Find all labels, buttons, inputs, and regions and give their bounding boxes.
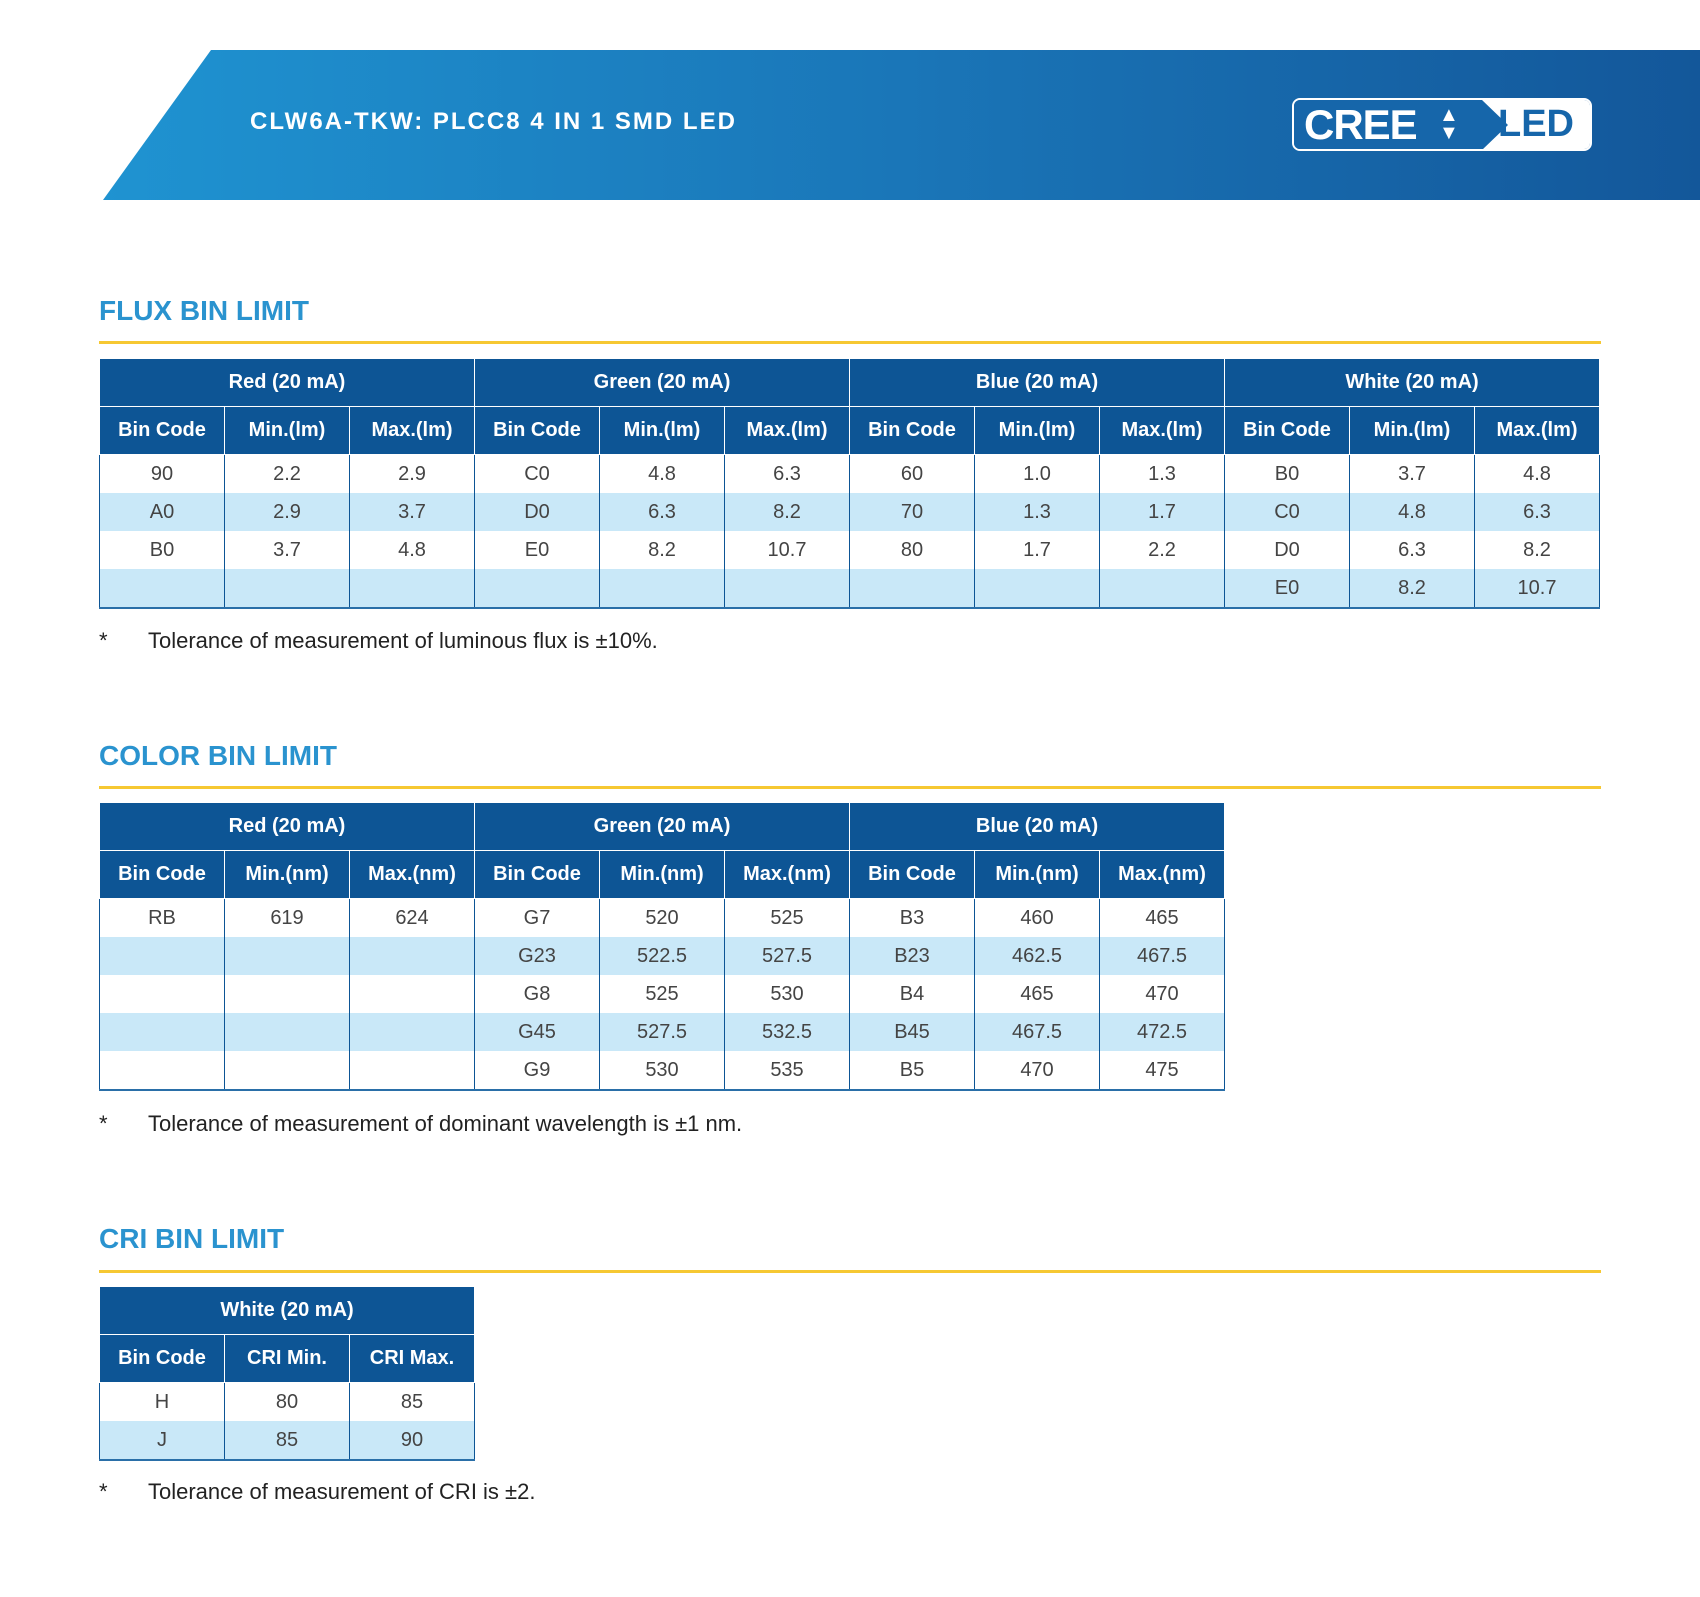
table-cell: 8.2 <box>600 531 725 569</box>
column-header: Max.(lm) <box>725 407 850 455</box>
table-row <box>100 1051 1225 1090</box>
tolerance-note <box>99 1111 742 1137</box>
table-cell: 60 <box>850 455 975 494</box>
table-cell: 4.8 <box>1475 455 1600 494</box>
column-header: Min.(lm) <box>225 407 350 455</box>
document-title: CLW6A-TKW: PLCC8 4 IN 1 SMD LED <box>250 108 737 135</box>
column-header: Bin Code <box>850 851 975 899</box>
table-cell: 465 <box>975 975 1100 1013</box>
table-cell: C0 <box>1225 493 1350 531</box>
table-cell <box>100 975 225 1013</box>
table-cell: 3.7 <box>1350 455 1475 494</box>
table-cell: 2.9 <box>350 455 475 494</box>
table-cell: 535 <box>725 1051 850 1090</box>
table-cell: 1.7 <box>975 531 1100 569</box>
table-cell: 530 <box>725 975 850 1013</box>
column-header: Min.(nm) <box>975 851 1100 899</box>
table-cell: 90 <box>350 1421 475 1460</box>
table-row <box>100 975 1225 1013</box>
table-cell: 3.7 <box>350 493 475 531</box>
table-cell: 1.0 <box>975 455 1100 494</box>
column-header: CRI Min. <box>225 1335 350 1383</box>
table-cell: 3.7 <box>225 531 350 569</box>
column-header: Max.(nm) <box>350 851 475 899</box>
cree-led-logo <box>1292 98 1592 151</box>
table-cell <box>350 569 475 608</box>
table-cell: 10.7 <box>1475 569 1600 608</box>
table-cell: G8 <box>475 975 600 1013</box>
column-header: Max.(nm) <box>725 851 850 899</box>
flux-bin-limit-heading: FLUX BIN LIMIT <box>99 295 309 326</box>
group-header: White (20 mA) <box>100 1287 475 1335</box>
logo-cree-text: CREE <box>1304 101 1417 148</box>
table-cell: 527.5 <box>725 937 850 975</box>
table-cell: 8.2 <box>1475 531 1600 569</box>
table-row <box>100 937 1225 975</box>
table-cell: 6.3 <box>725 455 850 494</box>
table-cell <box>725 569 850 608</box>
table-row <box>100 899 1225 938</box>
table-cell: 4.8 <box>350 531 475 569</box>
table-cell: 1.3 <box>1100 455 1225 494</box>
table-cell: 80 <box>850 531 975 569</box>
logo-led-text: LED <box>1482 100 1590 149</box>
table-cell: 2.2 <box>1100 531 1225 569</box>
table-cell: 1.3 <box>975 493 1100 531</box>
table-cell <box>100 1013 225 1051</box>
table-cell <box>100 1051 225 1090</box>
column-header: Min.(lm) <box>600 407 725 455</box>
note-marker: * <box>99 1479 108 1504</box>
table-cell: 85 <box>225 1421 350 1460</box>
table-cell <box>350 1013 475 1051</box>
group-header: Green (20 mA) <box>475 359 850 407</box>
column-header: Max.(lm) <box>1100 407 1225 455</box>
table-cell <box>850 569 975 608</box>
table-cell: 525 <box>600 975 725 1013</box>
cri-bin-limit-heading: CRI BIN LIMIT <box>99 1223 285 1254</box>
group-header: Green (20 mA) <box>475 803 850 851</box>
column-header: Min.(nm) <box>600 851 725 899</box>
table-cell: 2.9 <box>225 493 350 531</box>
group-header: White (20 mA) <box>1225 359 1600 407</box>
table-cell: D0 <box>1225 531 1350 569</box>
note-marker: * <box>99 628 108 653</box>
table-cell <box>225 1013 350 1051</box>
table-cell: B45 <box>850 1013 975 1051</box>
table-row <box>100 493 1600 531</box>
table-cell: 624 <box>350 899 475 938</box>
note-marker: * <box>99 1111 108 1136</box>
table-cell: G9 <box>475 1051 600 1090</box>
table-cell: B3 <box>850 899 975 938</box>
table-cell: 8.2 <box>725 493 850 531</box>
tolerance-note <box>99 628 658 654</box>
table-cell: B23 <box>850 937 975 975</box>
column-header: Bin Code <box>850 407 975 455</box>
group-header: Red (20 mA) <box>100 803 475 851</box>
table-row <box>100 1383 475 1422</box>
table-row <box>100 455 1600 494</box>
group-header: Red (20 mA) <box>100 359 475 407</box>
table-cell: H <box>100 1383 225 1422</box>
table-cell <box>225 569 350 608</box>
note-text: Tolerance of measurement of dominant wavelength is ±1 nm. <box>148 1111 743 1136</box>
column-header: Bin Code <box>475 851 600 899</box>
table-cell: 2.2 <box>225 455 350 494</box>
table-cell: 85 <box>350 1383 475 1422</box>
table-cell: 532.5 <box>725 1013 850 1051</box>
table-cell: B0 <box>1225 455 1350 494</box>
section-divider <box>99 341 1601 344</box>
table-cell: 527.5 <box>600 1013 725 1051</box>
table-row <box>100 569 1600 608</box>
table-cell: 10.7 <box>725 531 850 569</box>
table-cell: 472.5 <box>1100 1013 1225 1051</box>
table-cell <box>350 975 475 1013</box>
table-cell <box>100 569 225 608</box>
table-cell: E0 <box>475 531 600 569</box>
table-cell <box>1100 569 1225 608</box>
table-cell: 6.3 <box>1350 531 1475 569</box>
table-cell: 520 <box>600 899 725 938</box>
color-bin-table <box>99 803 1225 1091</box>
table-row <box>100 531 1600 569</box>
table-cell: 70 <box>850 493 975 531</box>
table-cell: B0 <box>100 531 225 569</box>
table-cell <box>350 1051 475 1090</box>
table-cell: 6.3 <box>1475 493 1600 531</box>
table-cell: J <box>100 1421 225 1460</box>
note-text: Tolerance of measurement of luminous flux is ±10%. <box>148 628 658 653</box>
color-bin-limit-heading: COLOR BIN LIMIT <box>99 740 337 771</box>
table-cell: 90 <box>100 455 225 494</box>
column-header: Bin Code <box>475 407 600 455</box>
table-cell <box>225 975 350 1013</box>
table-cell: 80 <box>225 1383 350 1422</box>
table-cell <box>225 1051 350 1090</box>
table-cell: 525 <box>725 899 850 938</box>
table-cell: 467.5 <box>1100 937 1225 975</box>
column-header: Min.(nm) <box>225 851 350 899</box>
table-cell: 6.3 <box>600 493 725 531</box>
table-cell: 522.5 <box>600 937 725 975</box>
logo-arrows-icon: ▲ ▼ <box>1439 104 1458 144</box>
column-header: Max.(lm) <box>350 407 475 455</box>
table-cell: D0 <box>475 493 600 531</box>
note-text: Tolerance of measurement of CRI is ±2. <box>148 1479 536 1504</box>
table-row <box>100 1013 1225 1051</box>
column-header: Bin Code <box>100 851 225 899</box>
table-cell: 465 <box>1100 899 1225 938</box>
group-header: Blue (20 mA) <box>850 803 1225 851</box>
column-header: Min.(lm) <box>1350 407 1475 455</box>
table-cell: 467.5 <box>975 1013 1100 1051</box>
table-cell <box>350 937 475 975</box>
table-cell <box>475 569 600 608</box>
table-cell: A0 <box>100 493 225 531</box>
table-cell: G23 <box>475 937 600 975</box>
table-cell: 530 <box>600 1051 725 1090</box>
table-cell: 1.7 <box>1100 493 1225 531</box>
table-cell <box>225 937 350 975</box>
table-cell: E0 <box>1225 569 1350 608</box>
group-header: Blue (20 mA) <box>850 359 1225 407</box>
table-cell: C0 <box>475 455 600 494</box>
table-cell: 8.2 <box>1350 569 1475 608</box>
table-cell <box>975 569 1100 608</box>
column-header: Max.(nm) <box>1100 851 1225 899</box>
table-cell: RB <box>100 899 225 938</box>
table-row <box>100 1421 475 1460</box>
table-cell: B4 <box>850 975 975 1013</box>
tolerance-note <box>99 1479 535 1505</box>
table-cell <box>600 569 725 608</box>
table-cell: 462.5 <box>975 937 1100 975</box>
table-cell <box>100 937 225 975</box>
column-header: Bin Code <box>100 1335 225 1383</box>
table-cell: G7 <box>475 899 600 938</box>
cri-bin-table <box>99 1287 475 1461</box>
table-cell: 470 <box>1100 975 1225 1013</box>
column-header: Bin Code <box>1225 407 1350 455</box>
section-divider <box>99 786 1601 789</box>
table-cell: 470 <box>975 1051 1100 1090</box>
table-cell: 460 <box>975 899 1100 938</box>
column-header: Bin Code <box>100 407 225 455</box>
table-cell: B5 <box>850 1051 975 1090</box>
table-cell: 4.8 <box>1350 493 1475 531</box>
table-cell: 4.8 <box>600 455 725 494</box>
flux-bin-table <box>99 359 1600 609</box>
column-header: Max.(lm) <box>1475 407 1600 455</box>
table-cell: G45 <box>475 1013 600 1051</box>
column-header: Min.(lm) <box>975 407 1100 455</box>
section-divider <box>99 1270 1601 1273</box>
table-cell: 619 <box>225 899 350 938</box>
column-header: CRI Max. <box>350 1335 475 1383</box>
table-cell: 475 <box>1100 1051 1225 1090</box>
